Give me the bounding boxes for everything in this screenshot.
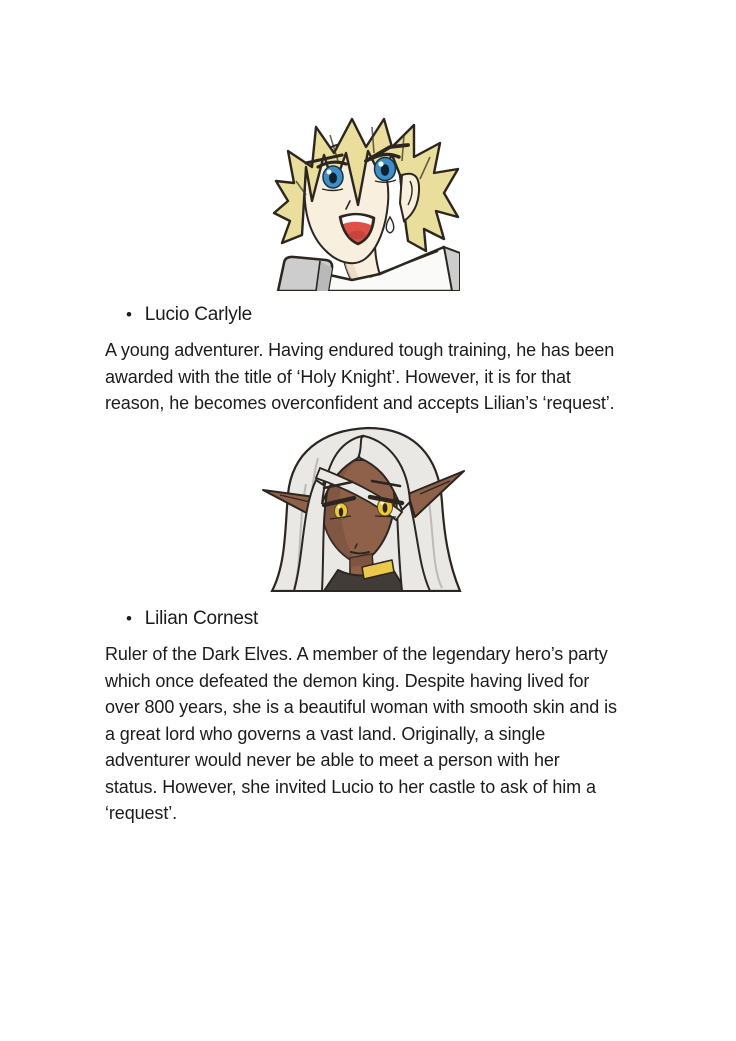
list-item-lucio [105,302,252,328]
lilian-portrait-image [258,424,470,592]
text-line: reason, he becomes overconfident and accepts Lilian’s ‘request’. [105,393,615,413]
text-line: a great lord who governs a vast land. Originally, a single [105,723,546,744]
character-name-lilian: Lilian Cornest [144,608,259,629]
lucio-portrait-image [272,117,460,291]
text-line: over 800 years, she is a beautiful woman with smooth skin and is [105,697,617,717]
bullet-icon: • [126,305,132,324]
list-item-lilian [105,606,258,632]
text-line: status. However, she invited Lucio to her castle to ask of him a [105,776,596,797]
text-line: awarded with the title of ‘Holy Knight’. However, it is for that [105,366,571,387]
text-line: A young adventurer. Having endured tough training, he has been [105,340,615,360]
bullet-icon: • [126,609,132,628]
lilian-description [105,641,617,827]
lucio-sweat-drop [386,217,394,233]
character-name-lucio: Lucio Carlyle [144,304,252,325]
text-line: Ruler of the Dark Elves. A member of the legendary hero’s party [105,644,608,664]
text-line: which once defeated the demon king. Despite having lived for [105,670,590,691]
text-line: ‘request’. [105,803,178,823]
lucio-description [105,337,615,417]
text-line: adventurer would never be able to meet a person with her [105,750,560,770]
